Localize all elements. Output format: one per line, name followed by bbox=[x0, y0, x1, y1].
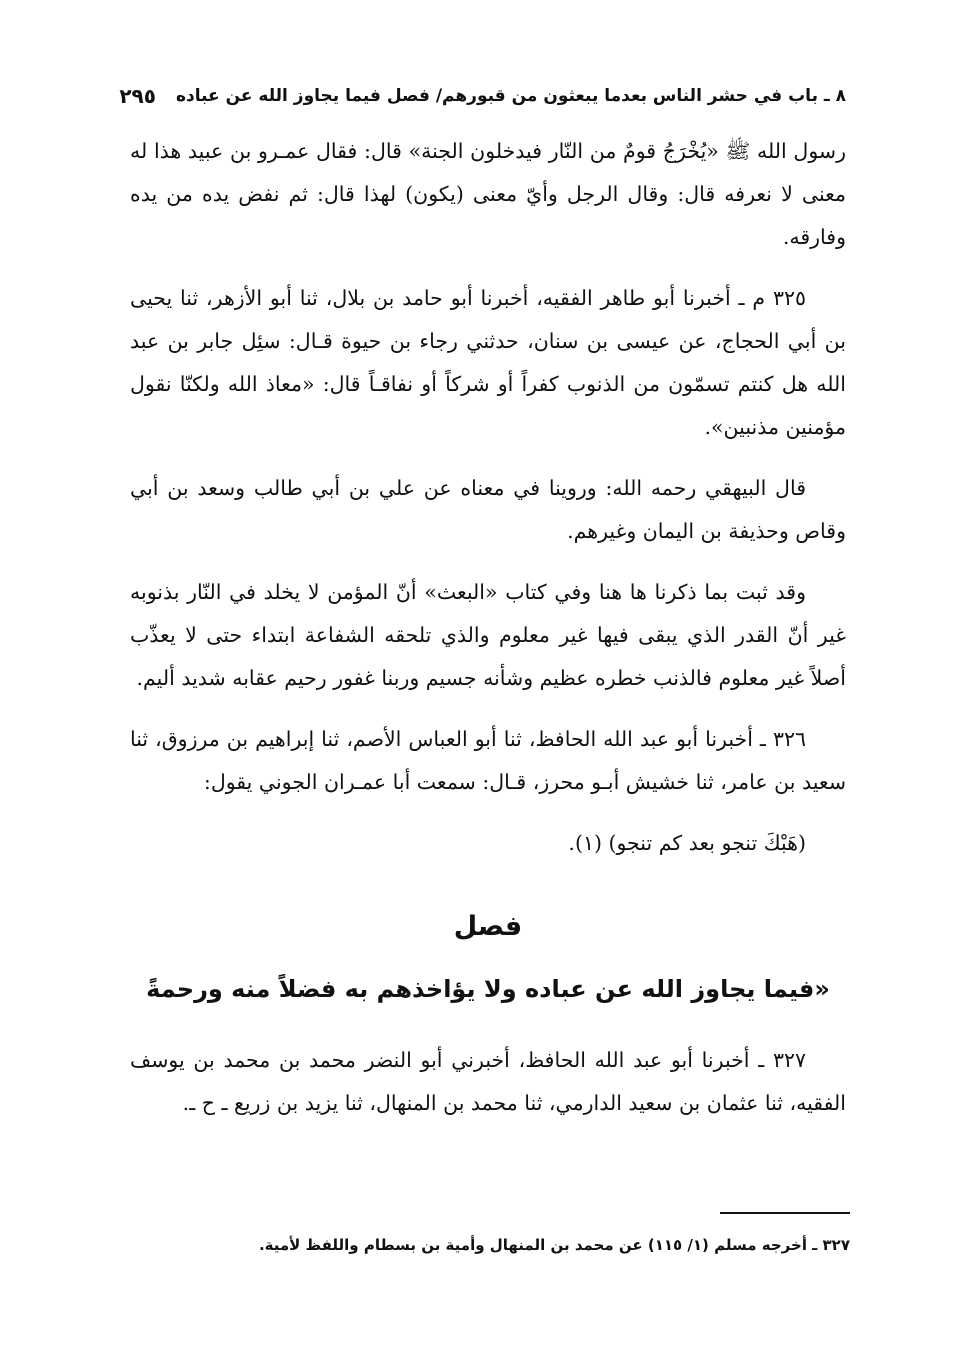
paragraph: ٣٢٧ ـ أخبرنا أبو عبد الله الحافظ، أخبرني أبو النضر محمد بن محمد بن يوسف الفقيه، ثنا عثمان بن سعيد الدارمي، ثنا محمد بن المنهال، ثنا يزيد بن زريع ـ ح ـ. bbox=[130, 1048, 846, 1115]
running-header bbox=[119, 80, 846, 112]
paragraph: وقد ثبت بما ذكرنا ها هنا وفي كتاب «البعث» أنّ المؤمن لا يخلد في النّار بذنوبه غير أنّ القدر الذي يبقى فيها غير معلوم والذي تلحقه الشفاعة ابتداء حتى لا يعذّب أصلاً غير معلوم فالذنب خطره عظيم وشأنه جسيم وربنا غفور رحيم عقابه شديد أليم. bbox=[130, 580, 846, 690]
paragraph: ٣٢٦ ـ أخبرنا أبو عبد الله الحافظ، ثنا أبو العباس الأصم، ثنا إبراهيم بن مرزوق، ثنا سعيد بن عامر، ثنا خشيش أبـو محرز، قـال: سمعت أبا عمـران الجوني يقول: bbox=[130, 727, 846, 794]
poem-line: (هَبْكَ تنجو بعد كم تنجو) (١). bbox=[568, 831, 806, 855]
footnote-divider bbox=[720, 1212, 850, 1214]
page-number: ٢٩٥ bbox=[119, 84, 156, 108]
footnote: ٣٢٧ ـ أخرجه مسلم (١/ ١١٥) عن محمد بن المنهال وأمية بن بسطام واللفظ لأمية. bbox=[258, 1236, 850, 1254]
running-title: ٨ ـ باب في حشر الناس بعدما يبعثون من قبورهم/ فصل فيما يجاوز الله عن عباده bbox=[175, 86, 846, 106]
section-subtitle: «فيما يجاوز الله عن عباده ولا يؤاخذهم به فضلاً منه ورحمةً bbox=[146, 975, 830, 1003]
page bbox=[119, 80, 846, 1143]
body-text bbox=[130, 130, 846, 1125]
paragraph: ٣٢٥ م ـ أخبرنا أبو طاهر الفقيه، أخبرنا أبو حامد بن بلال، ثنا أبو الأزهر، ثنا يحيى بن أبي الحجاج، عن عيسى بن سنان، حدثني رجاء بن حيوة قـال: سئِل جابر بن عبد الله هل كنتم تسمّون من الذنوب كفراً أو شركاً أو نفاقـاً قال: «معاذ الله ولكنّا نقول مؤمنين مذنبين». bbox=[130, 286, 846, 439]
section-title: فصل bbox=[453, 911, 523, 942]
paragraph: قال البيهقي رحمه الله: وروينا في معناه عن علي بن أبي طالب وسعد بن أبي وقاص وحذيفة بن اليمان وغيرهم. bbox=[130, 476, 846, 543]
paragraph: رسول الله ﷺ «يُخْرَجُ قومٌ من النّار فيدخلون الجنة» قال: فقال عمـرو بن عبيد هذا له معنى لا نعرفه قال: وقال الرجل وأيّ معنى (يكون) لهذا قال: ثم نفض يده من يده وفارقه. bbox=[130, 139, 846, 249]
